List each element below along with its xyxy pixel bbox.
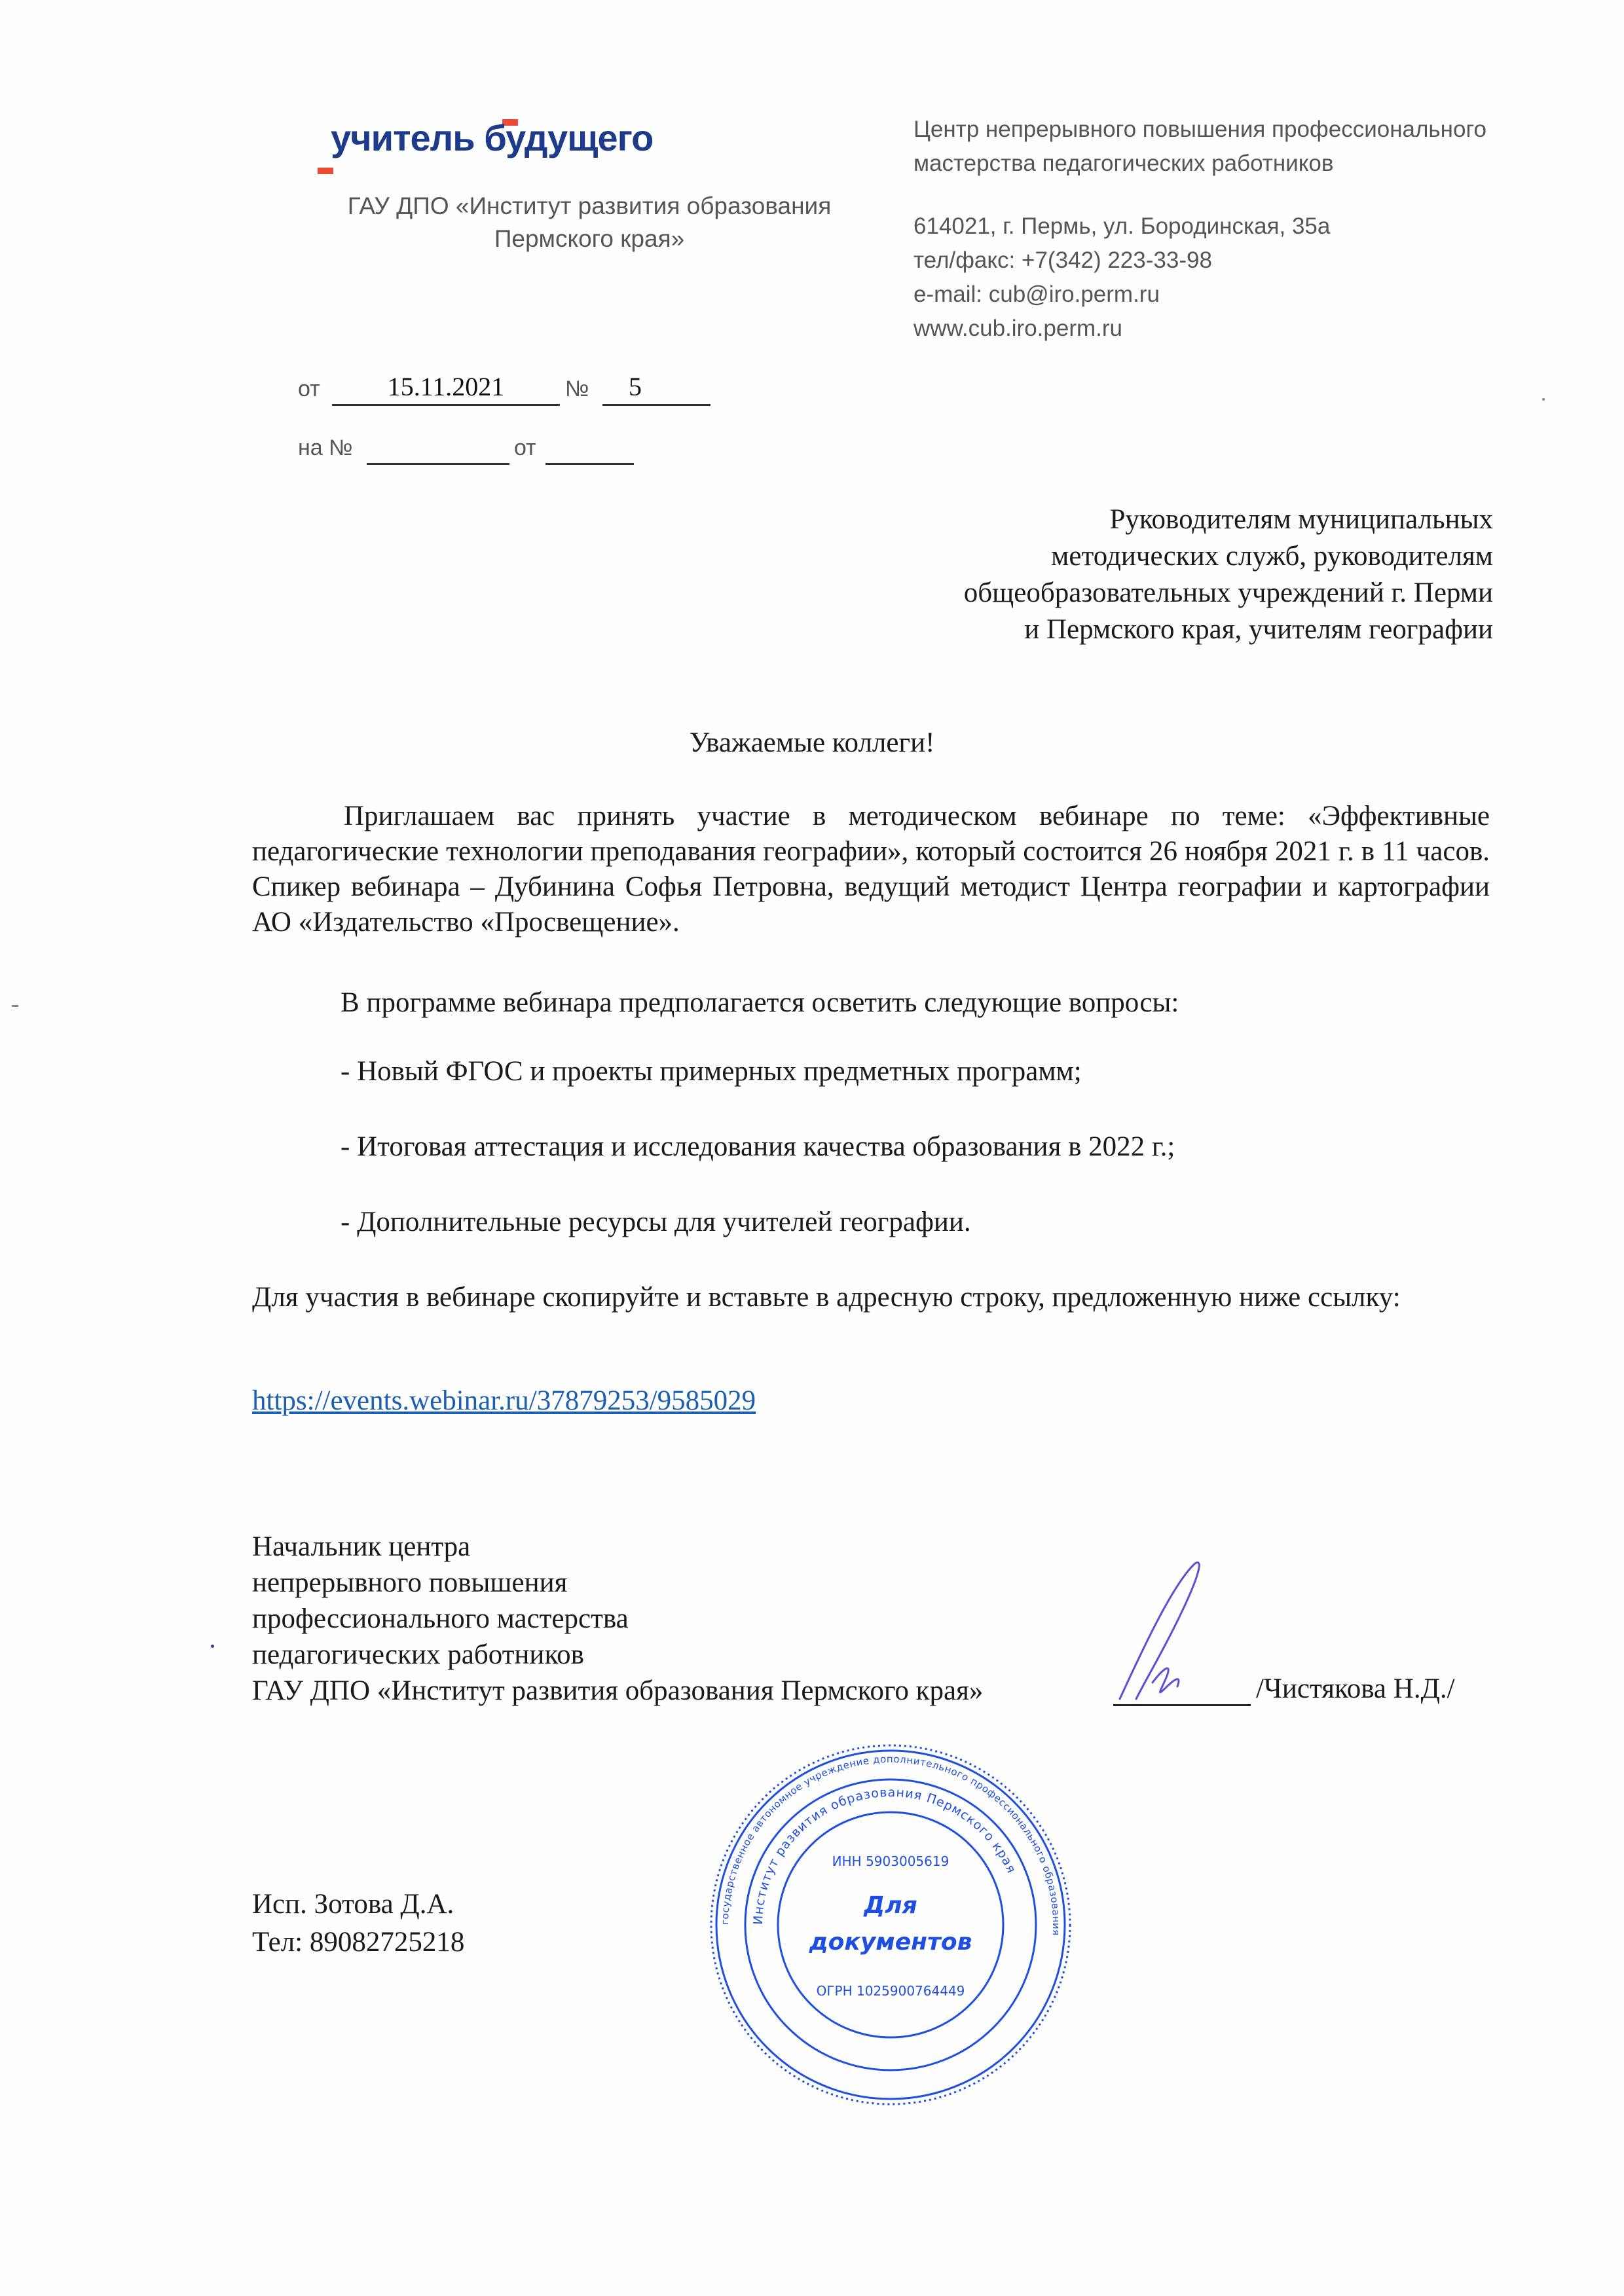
executor-phone: Тел: 89082725218: [252, 1927, 465, 1958]
number-value: 5: [629, 372, 642, 401]
logo-text: учитель будущего: [331, 117, 654, 158]
greeting: Уважаемые коллеги!: [689, 727, 935, 758]
signatory-title: [252, 1529, 983, 1709]
topic-item: - Итоговая аттестация и исследования качества образования в 2022 г.;: [341, 1131, 1175, 1162]
signatory-title-line2: непрерывного повышения: [252, 1567, 568, 1598]
stamp-outer-text: государственное автономное учреждение дополнительного профессионального образования: [718, 1753, 1063, 1937]
stamp-inner-ring: [778, 1812, 1003, 2037]
scan-speck: [211, 1645, 214, 1648]
reply-date-label: от: [514, 435, 536, 460]
webinar-link[interactable]: https://events.webinar.ru/37879253/9585029: [252, 1385, 756, 1416]
signatory-title-line4: педагогических работников: [252, 1639, 584, 1670]
addressee-line3: общеобразовательных учреждений г. Перми: [963, 577, 1493, 608]
logo: [298, 117, 691, 189]
scan-speck: [1542, 398, 1545, 401]
number-label: №: [565, 376, 589, 401]
organization-name: [298, 190, 881, 255]
reply-number-line: [367, 463, 509, 465]
signatory-title-line3: профессионального мастерства: [252, 1603, 629, 1634]
stamp-inn: ИНН 5903005619: [832, 1853, 950, 1869]
center-name-line2: мастерства педагогических работников: [913, 151, 1334, 176]
scan-speck: [12, 1005, 18, 1007]
stamp-inner-text: Институт развития образования Пермского края: [750, 1785, 1019, 1925]
date-label: от: [298, 376, 320, 401]
invitation-paragraph: Приглашаем вас принять участие в методическом вебинаре по теме: «Эффективные педагогические технологии преподавания географии», который состоится 26 ноября 2021 г. в 11 часов. Спикер вебинара – Дубинина Софья Петровна, ведущий методист Центра географии и картографии АО «Издательство «Просвещение».: [252, 801, 1490, 938]
stamp-divider-ring: [745, 1779, 1036, 2070]
signature-line: [1113, 1704, 1251, 1706]
signatory-title-line1: Начальник центра: [252, 1531, 471, 1562]
email: e-mail: cub@iro.perm.ru: [913, 282, 1160, 307]
organization-name-line2: Пермского края»: [494, 225, 685, 252]
handwritten-signature: [1074, 1558, 1519, 1702]
reply-number-label: на №: [298, 435, 353, 460]
addressee-line1: Руководителям муниципальных: [1109, 504, 1493, 535]
number-field-line: [602, 404, 710, 406]
participation-instructions: Для участия в вебинаре скопируйте и вставьте в адресную строку, предложенную ниже ссылку:: [252, 1282, 1401, 1313]
stamp-ogrn: ОГРН 1025900764449: [816, 1983, 965, 1999]
signer-name: /Чистякова Н.Д./: [1256, 1673, 1455, 1704]
addressee-line4: и Пермского края, учителям географии: [1024, 614, 1493, 645]
website: www.cub.iro.perm.ru: [913, 316, 1122, 341]
date-field-line: [332, 404, 560, 406]
contact-block: [913, 113, 1486, 346]
organization-name-line1: ГАУ ДПО «Институт развития образования: [347, 192, 832, 219]
official-stamp: [707, 1741, 1074, 2108]
center-name-line1: Центр непрерывного повышения профессионального: [913, 117, 1486, 142]
signatory-title-line5: ГАУ ДПО «Институт развития образования Пермского края»: [252, 1675, 984, 1706]
phone-fax: тел/факс: +7(342) 223-33-98: [913, 247, 1212, 273]
addressee: [964, 501, 1493, 648]
executor-name: Исп. Зотова Д.А.: [252, 1889, 454, 1920]
stamp-middle-ring: [716, 1751, 1065, 2099]
stamp-center-line1: Для: [864, 1892, 917, 1919]
address: 614021, г. Пермь, ул. Бородинская, 35а: [913, 213, 1331, 239]
logo-accent-bar-bottom: [318, 168, 333, 174]
date-value: 15.11.2021: [387, 372, 505, 401]
topic-item: - Новый ФГОС и проекты примерных предметных программ;: [341, 1056, 1082, 1087]
executor-block: [252, 1886, 464, 1961]
program-intro: В программе вебинара предполагается осветить следующие вопросы:: [341, 987, 1179, 1018]
reply-date-line: [545, 463, 634, 465]
stamp-center-line2: документов: [809, 1929, 972, 1956]
topic-item: - Дополнительные ресурсы для учителей географии.: [341, 1207, 971, 1237]
addressee-line2: методических служб, руководителям: [1051, 541, 1493, 572]
